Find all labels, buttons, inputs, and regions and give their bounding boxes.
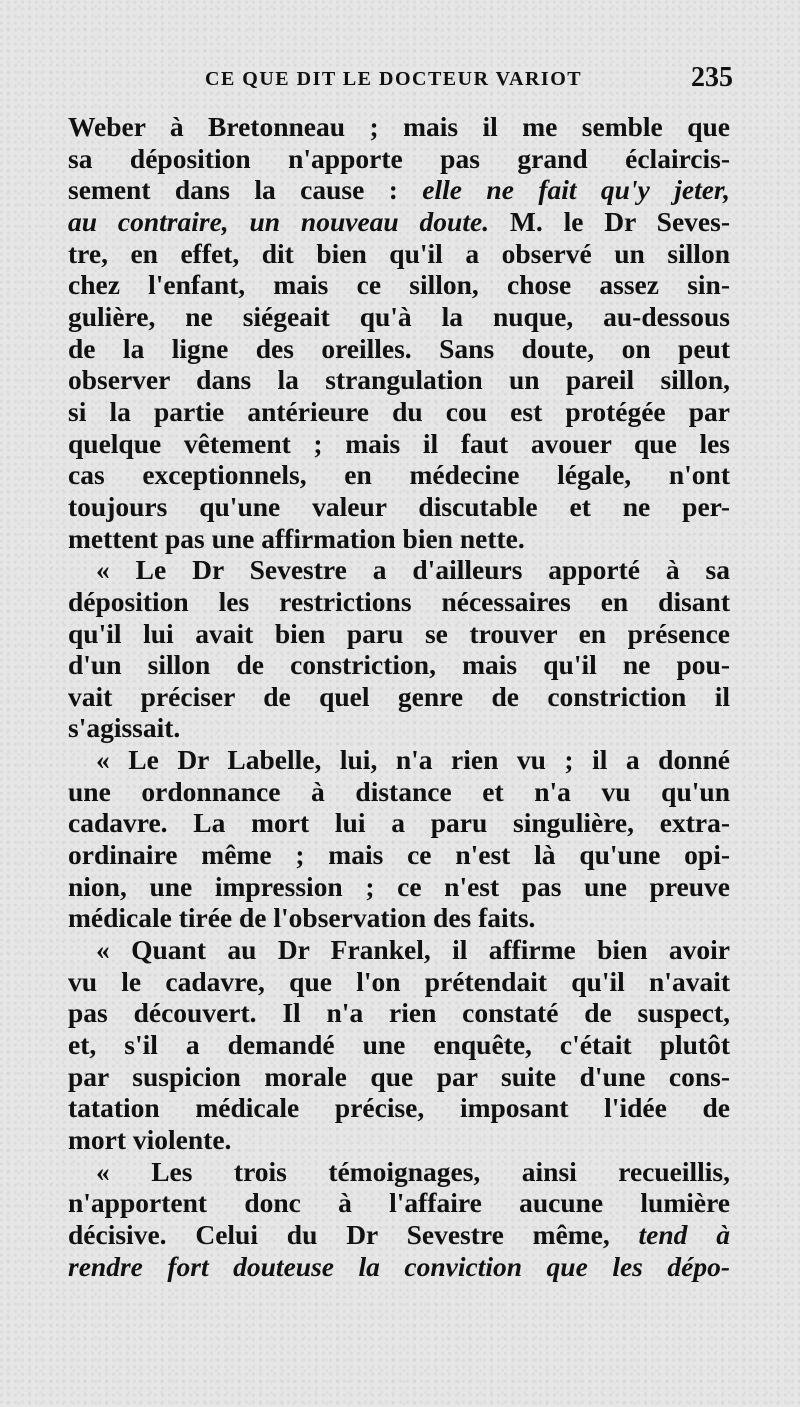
text-line [68,301,730,333]
italic-text-run: elle ne fait qu'y jeter, [422,174,730,206]
text-line [68,364,730,396]
text-line [68,554,730,586]
text-line [68,902,730,934]
italic-text-run: au contraire, un nouveau doute. [68,205,490,237]
text-run: déposition les restrictions nécessaires en disant [68,585,730,617]
text-line [68,238,730,270]
text-run: qu'il lui avait bien paru se trouver en présence [68,617,730,649]
text-line [68,1219,730,1251]
italic-text-run: rendre fort douteuse la conviction que les dépo- [68,1250,730,1282]
text-run: de la ligne des oreilles. Sans doute, on peut [68,332,730,364]
text-run: cas exceptionnels, en médecine légale, n'ont [68,459,730,491]
italic-text-run: tend à [638,1218,730,1250]
text-line [68,1029,730,1061]
text-run: si la partie antérieure du cou est protégée par [68,395,730,427]
text-line [68,1251,730,1283]
text-line [68,206,730,238]
text-line [68,111,730,143]
text-run: par suspicion morale que par suite d'une cons- [68,1060,730,1092]
text-line [68,871,730,903]
text-run: tre, en effet, dit bien qu'il a observé un sillon [68,237,730,269]
text-run: quelque vêtement ; mais il faut avouer que les [68,427,730,459]
text-line [68,839,730,871]
text-line [68,523,730,555]
text-run: « Le Dr Sevestre a d'ailleurs apporté à sa [96,554,730,586]
text-run: Weber à Bretonneau ; mais il me semble que [68,111,730,142]
text-run: chez l'enfant, mais ce sillon, chose assez sin- [68,269,730,301]
text-line [68,1092,730,1124]
page-number: 235 [691,62,733,93]
text-run: pas découvert. Il n'a rien constaté de suspect, [68,997,730,1029]
text-line [68,618,730,650]
text-line [68,1156,730,1188]
text-run: « Le Dr Labelle, lui, n'a rien vu ; il a donné [96,744,730,776]
text-line [68,776,730,808]
text-run: « Quant au Dr Frankel, il affirme bien avoir [96,934,730,966]
text-run: médicale tirée de l'observation des faits. [68,902,536,934]
text-line [68,966,730,998]
text-run: sa déposition n'apporte pas grand éclaircis- [68,142,730,174]
text-line [68,491,730,523]
text-run: toujours qu'une valeur discutable et ne per- [68,490,730,522]
text-line [68,459,730,491]
text-run: observer dans la strangulation un pareil sillon, [68,364,730,396]
text-run: mettent pas une affirmation bien nette. [68,522,525,554]
text-run: n'apportent donc à l'affaire aucune lumière [68,1187,730,1219]
text-line [68,1061,730,1093]
text-line [68,269,730,301]
text-run: gulière, ne siégeait qu'à la nuque, au-dessous [68,300,730,332]
text-run: M. le Dr Seves- [489,205,730,237]
text-line [68,428,730,460]
text-line [68,333,730,365]
text-line [68,807,730,839]
text-run: cadavre. La mort lui a paru singulière, extra- [68,807,730,839]
text-line [68,681,730,713]
body-text [68,111,730,1282]
text-line [68,586,730,618]
text-line [68,997,730,1029]
text-line [68,396,730,428]
text-run: tatation médicale précise, imposant l'idée de [68,1092,730,1124]
text-line [68,744,730,776]
text-run: vu le cadavre, que l'on prétendait qu'il n'avait [68,965,730,997]
text-line [68,649,730,681]
text-run: et, s'il a demandé une enquête, c'était plutôt [68,1029,730,1061]
text-run: vait préciser de quel genre de constriction il [68,680,730,712]
text-line [68,934,730,966]
text-run: mort violente. [68,1124,232,1155]
page-header [205,62,745,96]
text-line [68,174,730,206]
text-run: s'agissait. [68,712,181,744]
text-run: décisive. Celui du Dr Sevestre même, [68,1218,639,1250]
text-run: d'un sillon de constriction, mais qu'il ne pou- [68,649,730,681]
text-line [68,1187,730,1219]
text-run: une ordonnance à distance et n'a vu qu'un [68,775,730,807]
text-run: sement dans la cause : [68,174,423,206]
text-line [68,1124,730,1156]
text-line [68,143,730,175]
text-run: « Les trois témoignages, ainsi recueillis, [96,1155,730,1187]
text-run: nion, une impression ; ce n'est pas une preuve [68,870,730,902]
text-run: ordinaire même ; mais ce n'est là qu'une opi- [68,839,730,871]
text-line [68,712,730,744]
running-head: CE QUE DIT LE DOCTEUR VARIOT [205,68,583,90]
